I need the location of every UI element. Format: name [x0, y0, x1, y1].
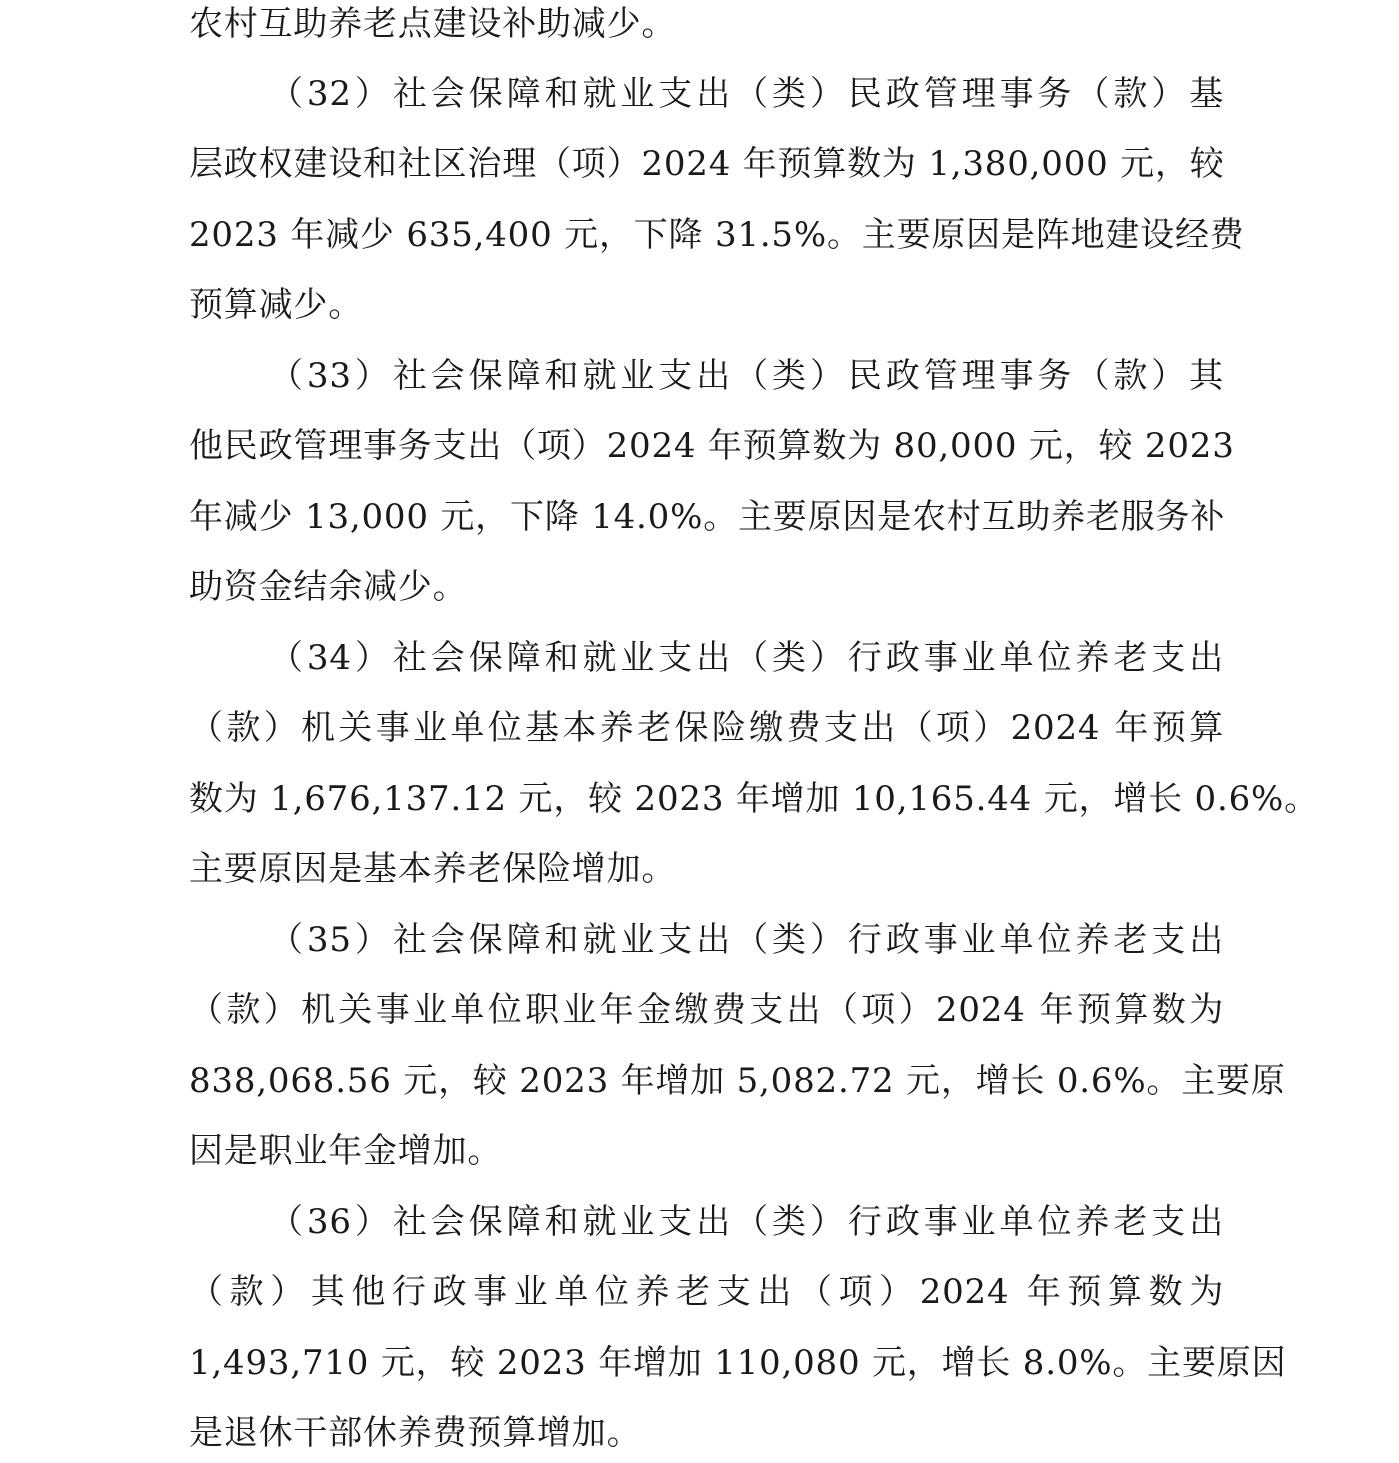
paragraph-33-line: （33）社会保障和就业支出（类）民政管理事务（款）其 — [269, 356, 1224, 396]
paragraph-35-line: （35）社会保障和就业支出（类）行政事业单位养老支出 — [269, 920, 1224, 960]
paragraph-36-line: （36）社会保障和就业支出（类）行政事业单位养老支出 — [269, 1202, 1224, 1242]
paragraph-35-line: 因是职业年金增加。 — [189, 1131, 503, 1171]
paragraph-36-line: （款）其他行政事业单位养老支出（项）2024 年预算数为 — [189, 1272, 1224, 1312]
paragraph-34-line: 数为 1,676,137.12 元，较 2023 年增加 10,165.44 元，增长 0.6%。 — [189, 779, 1319, 819]
paragraph-33-line: 助资金结余减少。 — [189, 567, 468, 607]
paragraph-34-line: （34）社会保障和就业支出（类）行政事业单位养老支出 — [269, 638, 1224, 678]
paragraph-35-line: 838,068.56 元，较 2023 年增加 5,082.72 元，增长 0.6%。主要原 — [189, 1061, 1286, 1101]
text-line: 农村互助养老点建设补助减少。 — [189, 4, 677, 44]
paragraph-34-line: 主要原因是基本养老保险增加。 — [189, 849, 677, 889]
paragraph-32-line: 预算减少。 — [189, 285, 363, 325]
paragraph-36-line: 1,493,710 元，较 2023 年增加 110,080 元，增长 8.0%。主要原因 — [189, 1343, 1287, 1383]
paragraph-33-line: 他民政管理事务支出（项）2024 年预算数为 80,000 元，较 2023 — [189, 426, 1235, 466]
paragraph-34-line: （款）机关事业单位基本养老保险缴费支出（项）2024 年预算 — [189, 708, 1224, 748]
paragraph-36-line: 是退休干部休养费预算增加。 — [189, 1413, 642, 1453]
paragraph-35-line: （款）机关事业单位职业年金缴费支出（项）2024 年预算数为 — [189, 990, 1224, 1030]
paragraph-33-line: 年减少 13,000 元，下降 14.0%。主要原因是农村互助养老服务补 — [189, 497, 1226, 537]
paragraph-32-line: 2023 年减少 635,400 元，下降 31.5%。主要原因是阵地建设经费 — [189, 215, 1245, 255]
paragraph-32-line: 层政权建设和社区治理（项）2024 年预算数为 1,380,000 元，较 — [189, 144, 1225, 184]
paragraph-32-line: （32）社会保障和就业支出（类）民政管理事务（款）基 — [269, 74, 1224, 114]
